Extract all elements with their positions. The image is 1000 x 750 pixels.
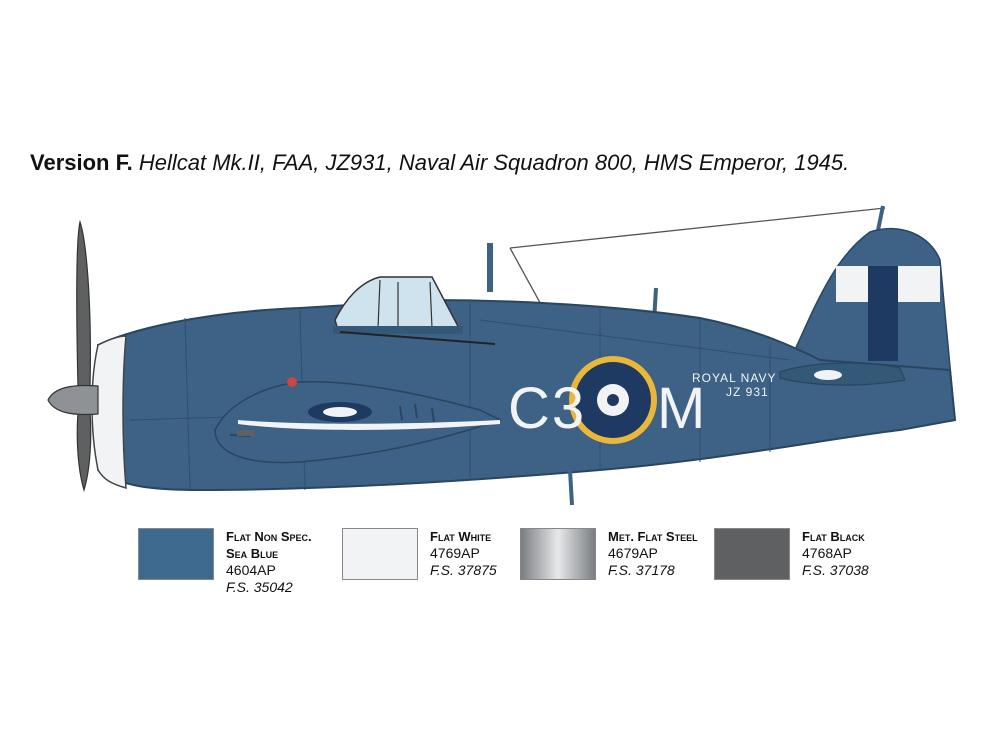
exhaust [237, 430, 255, 436]
paint-fs-code: F.S. 37875 [430, 562, 497, 578]
version-description: Hellcat Mk.II, FAA, JZ931, Naval Air Squadron 800, HMS Emperor, 1945. [138, 150, 850, 175]
paint-chip [714, 528, 790, 580]
propeller-blade-bottom [77, 412, 91, 490]
wing-light [287, 377, 297, 387]
paint-name: Flat Non Spec. [226, 529, 312, 544]
serial-number: JZ 931 [726, 385, 769, 399]
paint-code: 4769AP [430, 545, 480, 561]
paint-code: 4768AP [802, 545, 852, 561]
propeller-spinner [48, 386, 98, 415]
code-right: M [657, 376, 706, 441]
paint-chip [342, 528, 418, 580]
paint-name: Flat Black [802, 529, 865, 544]
paint-name: Met. Flat Steel [608, 529, 698, 544]
paint-code: 4679AP [608, 545, 658, 561]
tail-wheel-strut [570, 470, 572, 505]
paint-chip [138, 528, 214, 580]
paint-name: Flat White [430, 529, 492, 544]
tail-fin-flash [868, 266, 898, 361]
code-left: C3 [508, 376, 587, 441]
paint-fs-code: F.S. 35042 [226, 579, 293, 595]
propeller-blade-top [77, 222, 91, 388]
service-label: ROYAL NAVY [692, 371, 777, 385]
aircraft-profile [0, 195, 1000, 515]
paint-code: 4604AP [226, 562, 276, 578]
tailplane-roundel [814, 370, 842, 380]
paint-fs-code: F.S. 37178 [608, 562, 675, 578]
version-label: Version F. [30, 150, 133, 175]
antenna-wire [510, 208, 885, 248]
version-caption [30, 150, 849, 176]
wing-roundel [308, 402, 372, 422]
paint-name-line2: Sea Blue [226, 546, 279, 561]
paint-chip [520, 528, 596, 580]
paint-fs-code: F.S. 37038 [802, 562, 869, 578]
